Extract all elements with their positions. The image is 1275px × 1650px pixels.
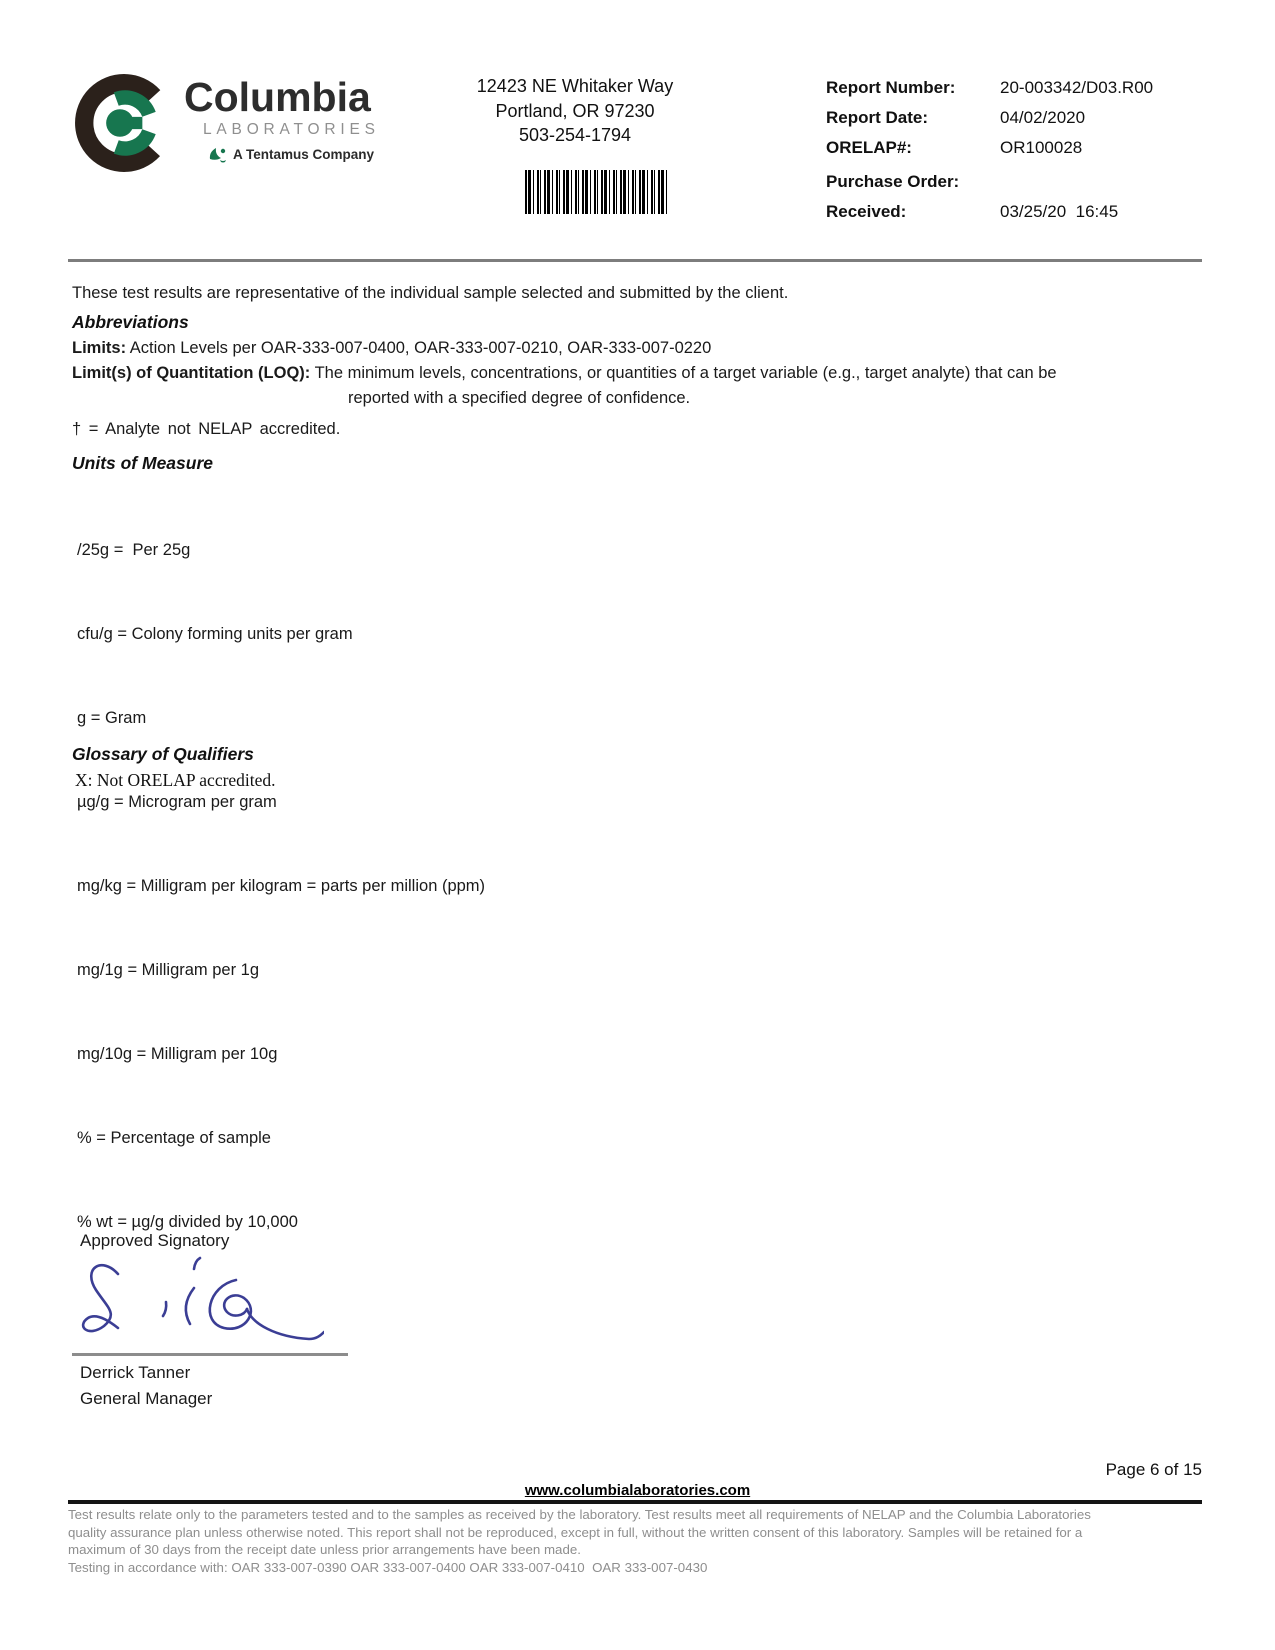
unit-item: mg/1g = Milligram per 1g (77, 961, 260, 979)
report-field-label: Purchase Order: (826, 172, 960, 191)
loq-definition-continued: reported with a specified degree of confidence. (348, 389, 691, 407)
unit-item: cfu/g = Colony forming units per gram (77, 625, 353, 643)
unit-item: g = Gram (77, 709, 147, 727)
units-of-measure-list (77, 480, 485, 1292)
signatory-title: General Manager (80, 1389, 213, 1408)
unit-item: µg/g = Microgram per gram (77, 793, 277, 811)
approved-signatory-label: Approved Signatory (80, 1231, 230, 1250)
columbia-logo-icon (70, 72, 178, 174)
abbreviations-heading: Abbreviations (72, 312, 189, 332)
report-field-label: Report Number: (826, 78, 956, 97)
dagger-footnote: † = Analyte not NELAP accredited. (72, 420, 341, 438)
address-line: 503-254-1794 (518, 125, 632, 145)
glossary-heading: Glossary of Qualifiers (72, 744, 254, 764)
loq-text: The minimum levels, concentrations, or quantities of a target variable (e.g., target analyte) that can be (310, 364, 1057, 382)
loq-label: Limit(s) of Quantitation (LOQ): (72, 364, 311, 382)
address-line: Portland, OR 97230 (495, 100, 655, 121)
unit-item: % = Percentage of sample (77, 1129, 271, 1147)
brand-tagline-label: A Tentamus Company (233, 147, 375, 162)
brand-name: Columbia (184, 74, 371, 120)
glossary-item: X: Not ORELAP accredited. (75, 770, 276, 790)
page-number: Page 6 of 15 (1105, 1460, 1202, 1479)
signatory-name: Derrick Tanner (80, 1363, 191, 1382)
report-field-label: ORELAP#: (826, 138, 912, 157)
limits-text: Action Levels per OAR-333-007-0400, OAR-333-007-0210, OAR-333-007-0220 (126, 339, 712, 357)
loq-definition (72, 364, 1057, 383)
website-link[interactable]: www.columbialaboratories.com (524, 1482, 751, 1499)
signature-line (72, 1353, 348, 1356)
unit-item: /25g = Per 25g (77, 541, 191, 559)
limits-label: Limits: (72, 339, 127, 357)
units-heading: Units of Measure (72, 453, 213, 473)
report-field-label: Report Date: (826, 108, 929, 127)
footer-divider (68, 1500, 1202, 1504)
report-field-value: 04/02/2020 (1000, 108, 1086, 127)
report-field-label: Received: (826, 202, 907, 221)
signature-scrawl (74, 1252, 324, 1357)
report-field-value: 20-003342/D03.R00 (1000, 78, 1154, 97)
report-field-value: OR100028 (1000, 138, 1083, 157)
address-line: 12423 NE Whitaker Way (476, 76, 674, 96)
unit-item: mg/kg = Milligram per kilogram = parts per million (ppm) (77, 877, 486, 895)
unit-item: mg/10g = Milligram per 10g (77, 1045, 278, 1063)
tentamus-icon (208, 146, 228, 163)
website-line (0, 1482, 1275, 1499)
report-field-value: 03/25/20 16:45 (1000, 202, 1119, 221)
header-divider (68, 259, 1202, 262)
limits-definition (72, 339, 711, 358)
unit-item: % wt = µg/g divided by 10,000 (77, 1213, 298, 1231)
footer-disclaimer: Test results relate only to the parameters tested and to the samples as received by the laboratory. Test results meet all requirements of NELAP and the Columbia Laboratories quality assurance plan unless otherwise noted. This report shall not be reproduced, except in full, without the written consent of this laboratory. Samples will be retained for a maximum of 30 days from the receipt date unless prior arrangements have been made. (68, 1507, 1091, 1558)
testing-accordance-note: Testing in accordance with: OAR 333-007-0390 OAR 333-007-0400 OAR 333-007-0410 OAR 333-007-0430 (68, 1560, 708, 1575)
barcode (525, 170, 670, 214)
intro-statement: These test results are representative of the individual sample selected and submitted by the client. (72, 284, 789, 302)
lab-address (430, 74, 720, 148)
brand-tagline (208, 146, 374, 163)
report-info (826, 78, 1206, 228)
brand-subtitle: LABORATORIES (203, 121, 380, 138)
